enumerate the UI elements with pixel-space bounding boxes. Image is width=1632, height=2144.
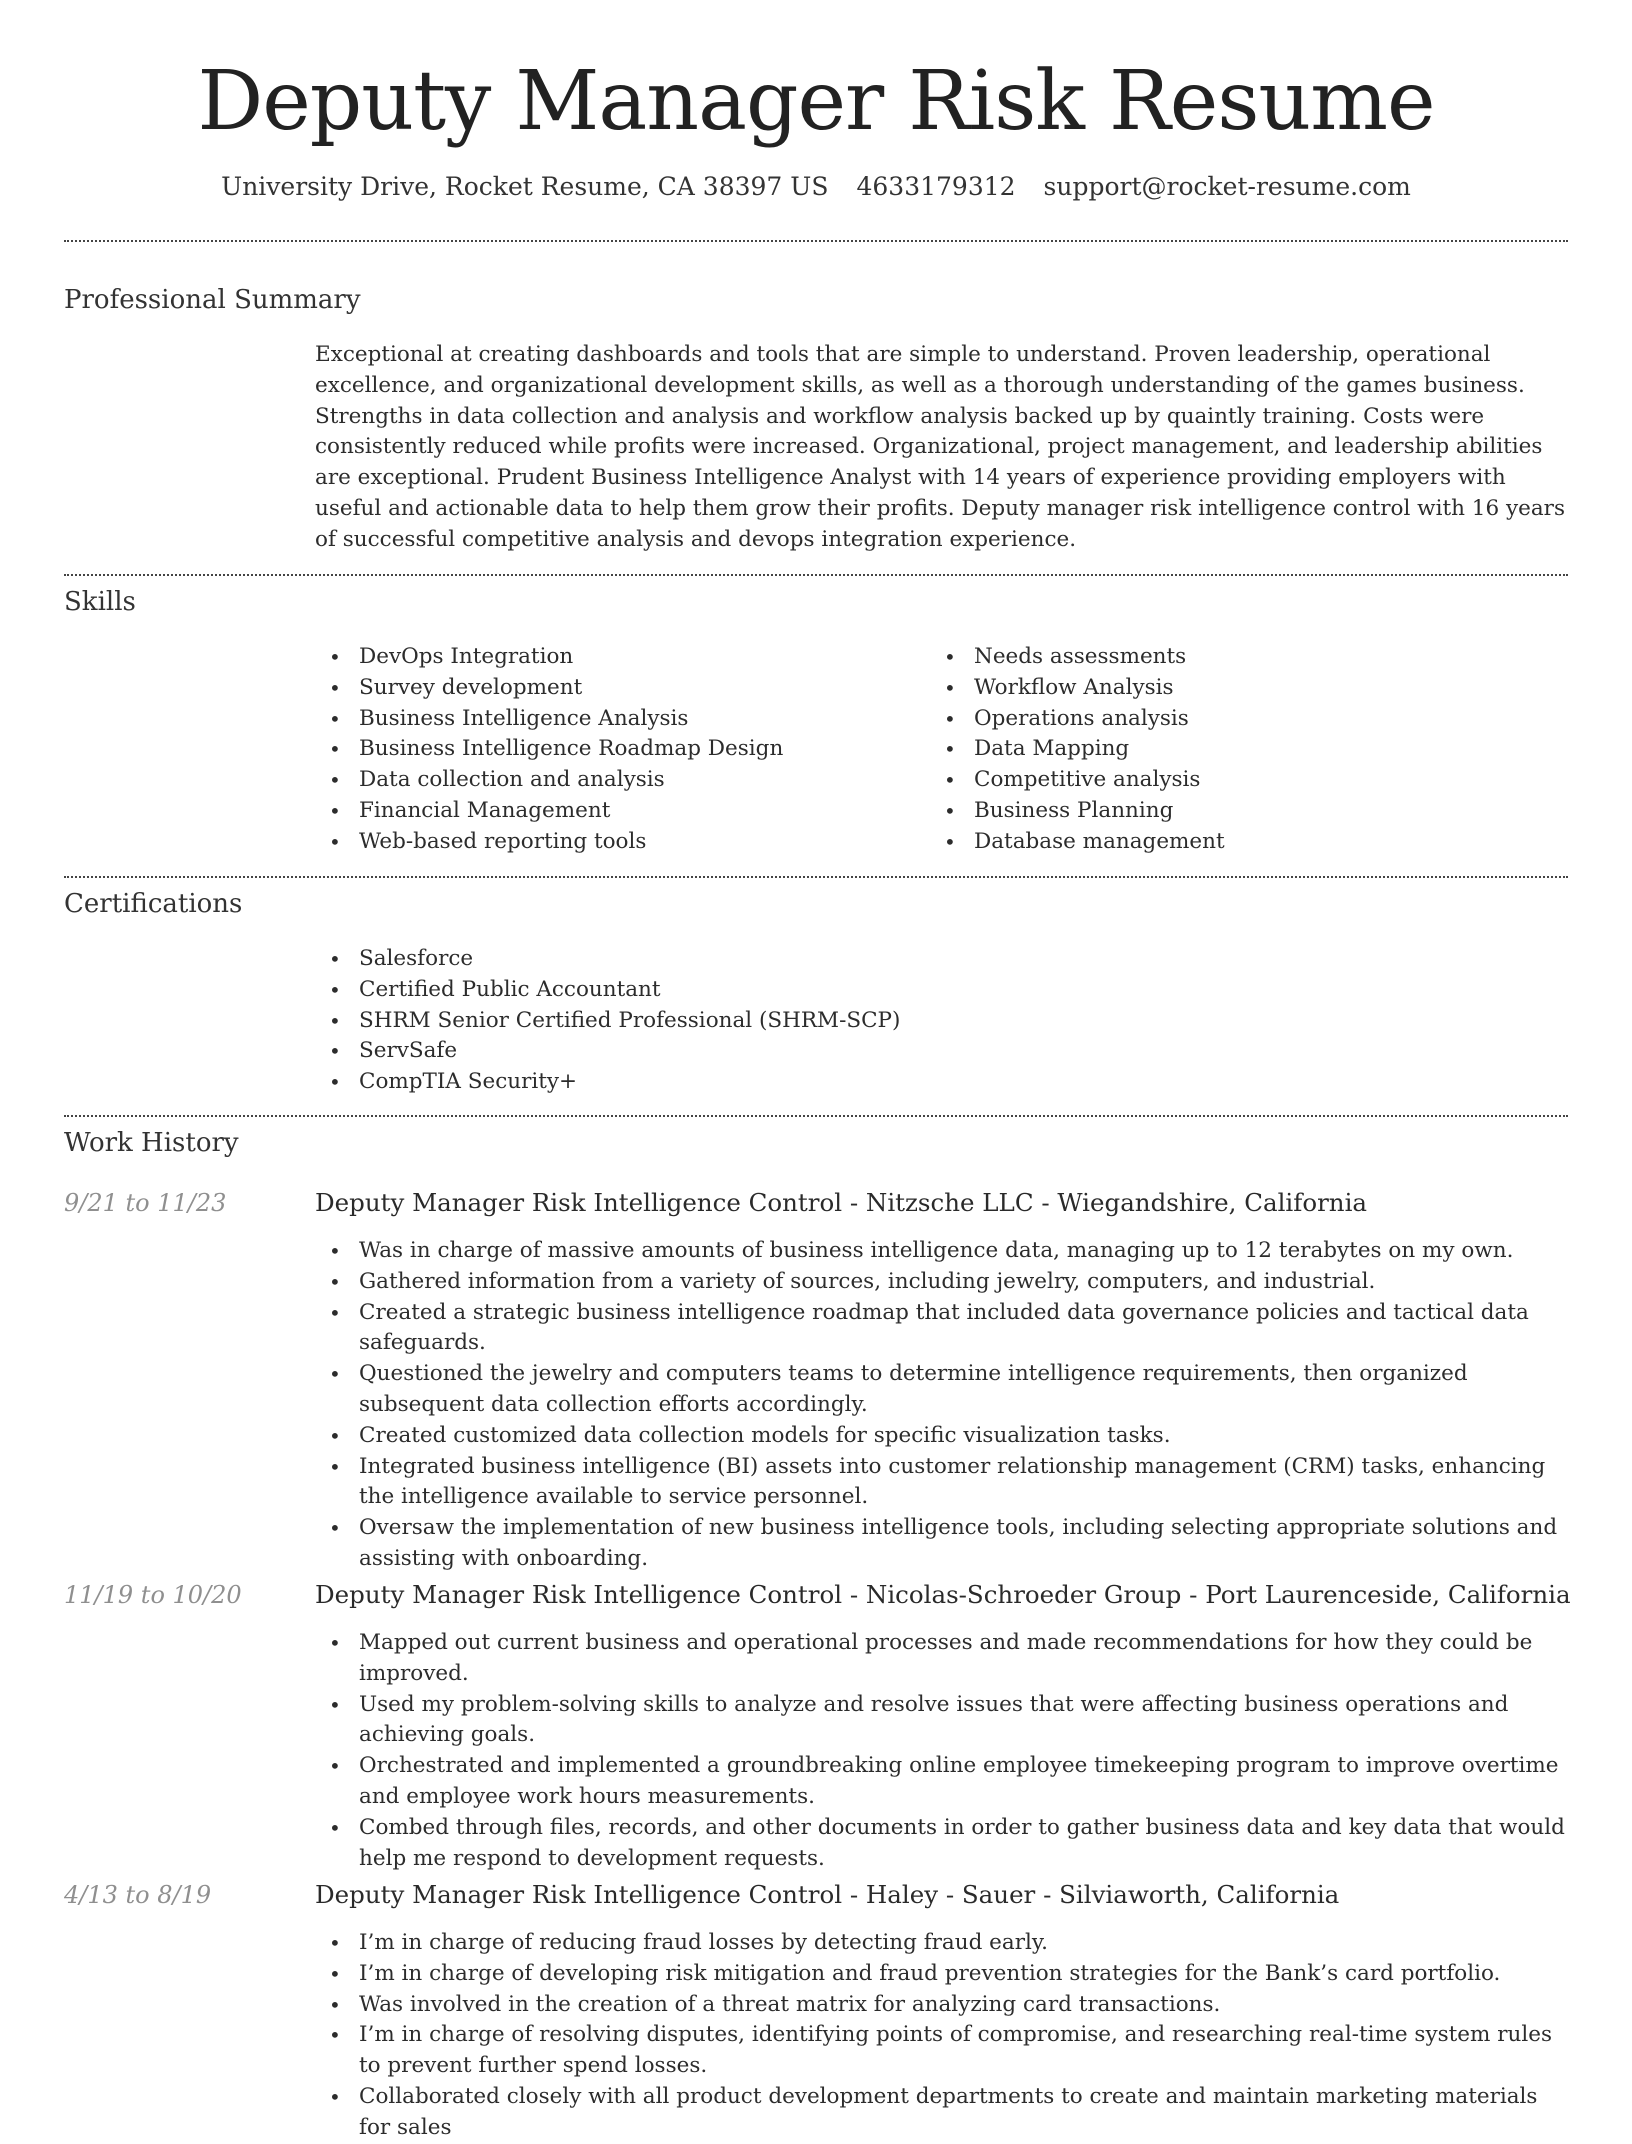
job-bullet: • Gathered information from a variety of sources, including jewelry, computers, and industrial.	[315, 1267, 1568, 1298]
job-bullet: • Collaborated closely with all product development departments to create and maintain marketing materials for sales	[315, 2082, 1568, 2144]
job-bullet: • Created customized data collection models for specific visualization tasks.	[315, 1421, 1568, 1452]
job-location: Port Laurenceside, California	[1205, 1580, 1571, 1609]
skill-item: • Data Mapping	[930, 734, 1545, 765]
job-bullet: • Integrated business intelligence (BI) assets into customer relationship management (CRM) tasks, enhancing the intelligence available to service personnel.	[315, 1452, 1568, 1514]
job-heading: Deputy Manager Risk Intelligence Control - Nicolas-Schroeder Group - Port Laurenceside, California	[315, 1580, 1571, 1609]
skill-item: • Business Planning	[930, 796, 1545, 827]
skill-item: • DevOps Integration	[315, 642, 930, 673]
section-title-work-history: Work History	[64, 1128, 239, 1158]
certification-item: • ServSafe	[315, 1036, 1568, 1067]
skill-item: • Competitive analysis	[930, 765, 1545, 796]
skills-column-right	[930, 642, 1545, 858]
skill-item: • Business Intelligence Roadmap Design	[315, 734, 930, 765]
job-bullet: • Used my problem-solving skills to analyze and resolve issues that were affecting business operations and achieving goals.	[315, 1690, 1568, 1752]
job-bullets	[315, 1928, 1568, 2144]
certification-item: • Salesforce	[315, 944, 1568, 975]
skill-item: • Needs assessments	[930, 642, 1545, 673]
certification-item: • Certified Public Accountant	[315, 975, 1568, 1006]
skill-item: • Business Intelligence Analysis	[315, 704, 930, 735]
job-dates: 4/13 to 8/19	[64, 1881, 212, 1909]
summary-text: Exceptional at creating dashboards and tools that are simple to understand. Proven leadership, operational excellence, and organizational development skills, as well as a thorough understanding of the games business. Strengths in data collection and analysis and workflow analysis backed up by quaintly training. Costs were consistently reduced while profits were increased. Organizational, project management, and leadership abilities are exceptional. Prudent Business Intelligence Analyst with 14 years of experience providing employers with useful and actionable data to help them grow their profits. Deputy manager risk intelligence control with 16 years of successful competitive analysis and devops integration experience.	[315, 342, 1565, 552]
job-bullet: • Questioned the jewelry and computers teams to determine intelligence requirements, then organized subsequent data collection efforts accordingly.	[315, 1359, 1568, 1421]
job-bullet: • Was involved in the creation of a threat matrix for analyzing card transactions.	[315, 1990, 1568, 2021]
job-heading: Deputy Manager Risk Intelligence Control - Haley - Sauer - Silviaworth, California	[315, 1880, 1340, 1909]
job-bullets	[315, 1236, 1568, 1575]
resume-title: Deputy Manager Risk Resume	[197, 54, 1435, 149]
skill-item: • Financial Management	[315, 796, 930, 827]
job-heading: Deputy Manager Risk Intelligence Control - Nitzsche LLC - Wiegandshire, California	[315, 1188, 1368, 1217]
job-company: Nicolas-Schroeder Group	[865, 1580, 1182, 1609]
job-company: Nitzsche LLC	[865, 1188, 1034, 1217]
section-title-certifications: Certifications	[64, 889, 243, 919]
divider	[64, 574, 1568, 576]
contact-email[interactable]: support@rocket-resume.com	[1043, 172, 1411, 201]
job-location: Wiegandshire, California	[1057, 1188, 1368, 1217]
job-bullet: • Mapped out current business and operational processes and made recommendations for how they could be improved.	[315, 1628, 1568, 1690]
section-title-summary: Professional Summary	[64, 285, 361, 315]
skill-item: • Operations analysis	[930, 704, 1545, 735]
job-location: Silviaworth, California	[1059, 1880, 1340, 1909]
section-title-skills: Skills	[64, 587, 136, 617]
job-bullet: • I’m in charge of resolving disputes, identifying points of compromise, and researching real-time system rules to prevent further spend losses.	[315, 2020, 1568, 2082]
certifications-list	[315, 944, 1568, 1098]
job-bullet: • Oversaw the implementation of new business intelligence tools, including selecting appropriate solutions and assisting with onboarding.	[315, 1513, 1568, 1575]
skill-item: • Web-based reporting tools	[315, 827, 930, 858]
skills-columns	[315, 642, 1568, 858]
job-dates: 9/21 to 11/23	[64, 1189, 227, 1217]
job-bullet: • I’m in charge of reducing fraud losses by detecting fraud early.	[315, 1928, 1568, 1959]
job-title: Deputy Manager Risk Intelligence Control	[315, 1580, 843, 1609]
skill-item: • Database management	[930, 827, 1545, 858]
job-dates: 11/19 to 10/20	[64, 1581, 242, 1609]
job-company: Haley - Sauer	[865, 1880, 1036, 1909]
divider	[64, 1115, 1568, 1117]
contact-address: University Drive, Rocket Resume, CA 38397 US	[221, 172, 829, 201]
divider	[64, 876, 1568, 878]
contact-phone: 4633179312	[856, 172, 1016, 201]
skill-item: • Workflow Analysis	[930, 673, 1545, 704]
summary-text-block	[315, 340, 1568, 556]
job-title: Deputy Manager Risk Intelligence Control	[315, 1188, 843, 1217]
job-bullet: • Was in charge of massive amounts of business intelligence data, managing up to 12 terabytes on my own.	[315, 1236, 1568, 1267]
skill-item: • Survey development	[315, 673, 930, 704]
certification-item: • CompTIA Security+	[315, 1067, 1568, 1098]
skills-column-left	[315, 642, 930, 858]
divider	[64, 240, 1568, 242]
certification-item: • SHRM Senior Certified Professional (SHRM-SCP)	[315, 1006, 1568, 1037]
job-bullet: • Created a strategic business intelligence roadmap that included data governance policies and tactical data safeguards.	[315, 1298, 1568, 1360]
skill-item: • Data collection and analysis	[315, 765, 930, 796]
job-bullet: • Combed through files, records, and other documents in order to gather business data and key data that would help me respond to development requests.	[315, 1813, 1568, 1875]
job-title: Deputy Manager Risk Intelligence Control	[315, 1880, 843, 1909]
job-bullet: • Orchestrated and implemented a groundbreaking online employee timekeeping program to improve overtime and employee work hours measurements.	[315, 1751, 1568, 1813]
job-bullets	[315, 1628, 1568, 1874]
job-bullet: • I’m in charge of developing risk mitigation and fraud prevention strategies for the Bank’s card portfolio.	[315, 1959, 1568, 1990]
contact-line	[0, 170, 1632, 204]
